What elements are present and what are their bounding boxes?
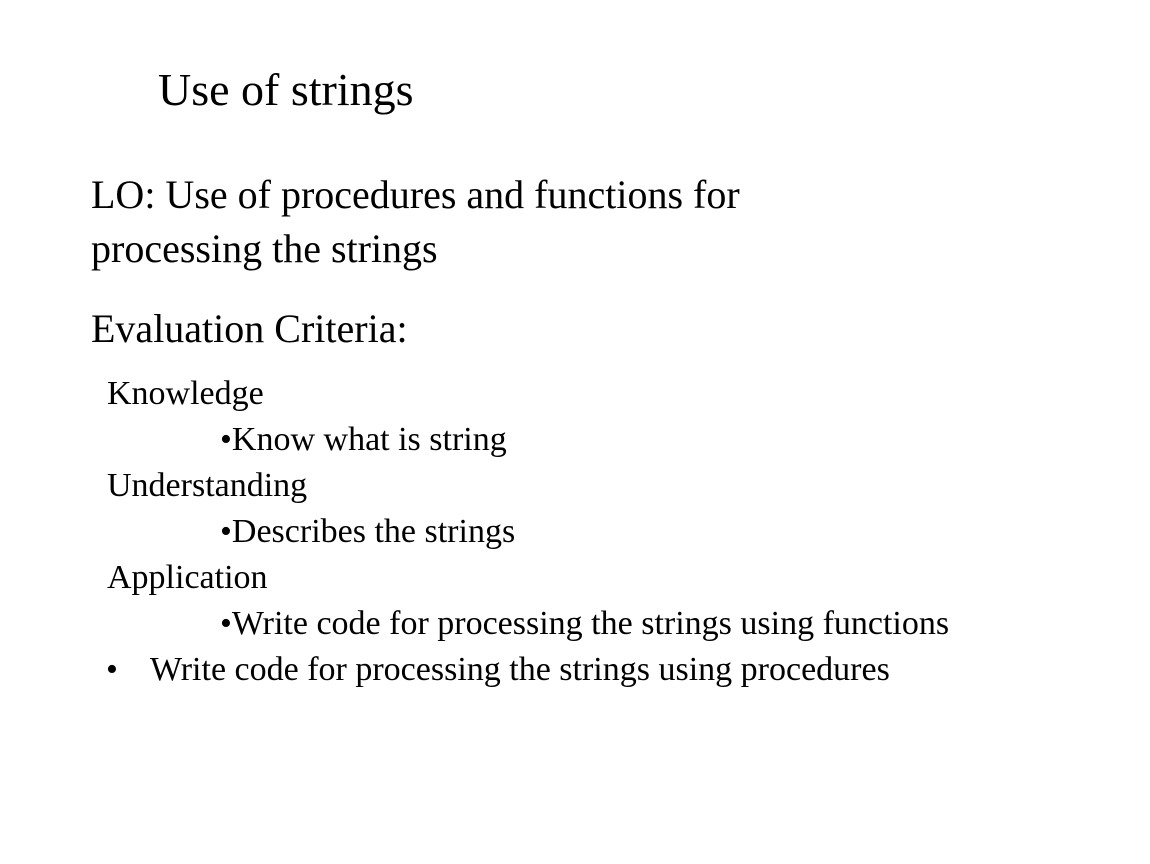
criteria-application-item: •Write code for processing the strings using functions [220, 605, 950, 642]
criteria-knowledge-label: Knowledge [107, 375, 264, 412]
criteria-list [0, 371, 1150, 693]
criteria-application-label: Application [107, 559, 268, 596]
learning-objective-line-1: LO: Use of procedures and functions for [91, 172, 740, 217]
learning-objective [91, 168, 740, 276]
learning-objective-line-2: processing the strings [91, 226, 438, 271]
criteria-extra-item-text: Write code for processing the strings using procedures [150, 651, 890, 688]
evaluation-criteria-heading: Evaluation Criteria: [91, 306, 408, 351]
criteria-knowledge-item: •Know what is string [220, 421, 507, 458]
criteria-understanding-item: •Describes the strings [220, 513, 516, 550]
slide-title: Use of strings [158, 64, 414, 115]
criteria-understanding-label: Understanding [107, 467, 308, 504]
bullet-mark: • [106, 651, 118, 688]
criteria-extra-item [0, 647, 1150, 693]
